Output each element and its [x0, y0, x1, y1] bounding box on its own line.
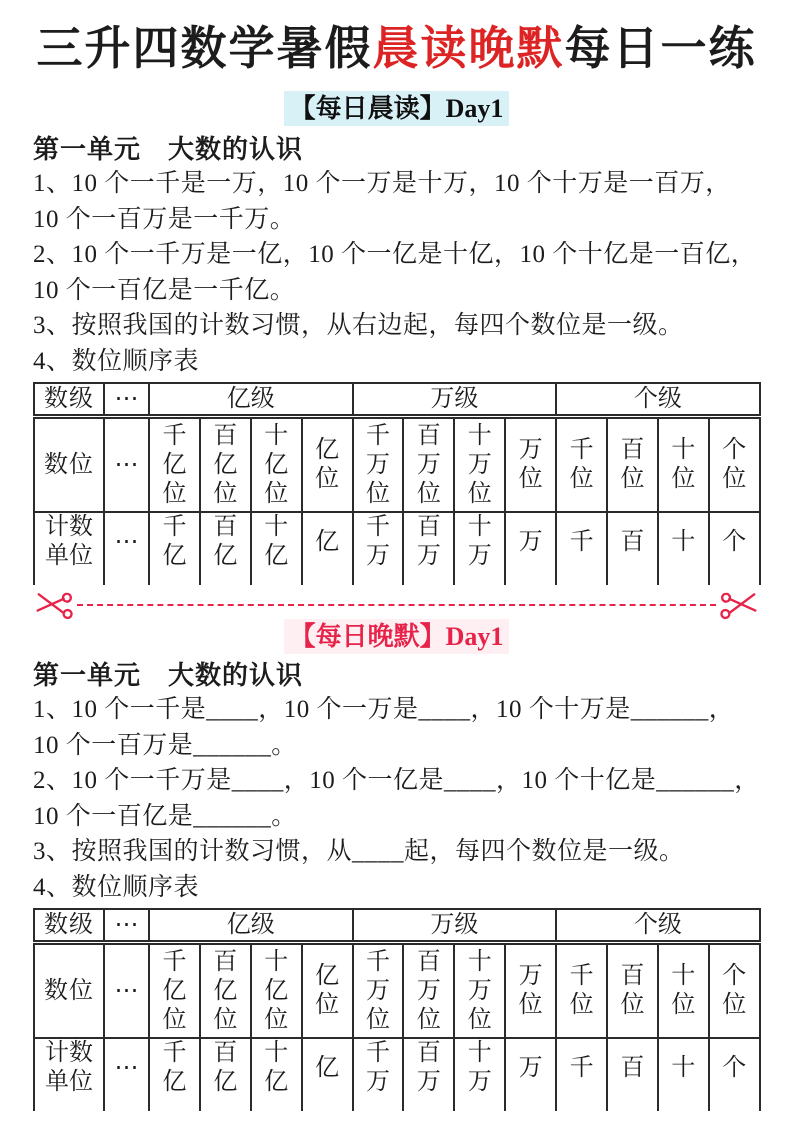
counting-unit-cell: 十 万 — [454, 512, 505, 585]
digit-place-cell: 千 位 — [556, 417, 607, 513]
evening-body — [33, 692, 760, 905]
morning-subtitle — [284, 91, 510, 126]
place-value-table — [33, 908, 761, 1111]
digit-place-cell: 千 亿 位 — [149, 417, 200, 513]
evening-subtitle-row — [33, 619, 760, 654]
digit-place-cell: 十 亿 位 — [251, 943, 302, 1039]
text-line: 3、按照我国的计数习惯，从____起，每四个数位是一级。 — [33, 838, 685, 865]
digit-place-cell: 百 亿 位 — [200, 943, 251, 1039]
counting-unit-cell: 千 万 — [353, 512, 404, 585]
text-line: 2、10 个一千万是____，10 个一亿是____，10 个十亿是______， — [33, 767, 760, 794]
evening-subtitle-day: Day1 — [445, 622, 504, 651]
evening-subtitle-bracket: 【每日晚默】 — [289, 622, 446, 651]
morning-section-heading: 第一单元 大数的认识 — [33, 135, 304, 164]
digit-place-cell: 十 万 位 — [454, 943, 505, 1039]
counting-unit-cell: 百 亿 — [200, 1038, 251, 1111]
digit-place-cell: 千 万 位 — [353, 417, 404, 513]
cut-divider — [33, 591, 760, 619]
place-value-table — [33, 382, 761, 585]
text-line: 3、按照我国的计数习惯，从右边起，每四个数位是一级。 — [33, 312, 684, 339]
place-value-table-morning — [33, 382, 760, 585]
digit-place-cell: 百 位 — [607, 417, 658, 513]
ellipsis-cell: ⋯ — [104, 909, 149, 943]
level-group-header: 亿级 — [149, 909, 353, 943]
cut-dash-line — [77, 604, 716, 606]
ellipsis-cell: ⋯ — [104, 417, 149, 513]
row-label-level: 数级 — [34, 909, 104, 943]
text-line: 10 个一百亿是______。 — [33, 802, 297, 830]
level-group-header: 个级 — [556, 909, 760, 943]
text-line: 1、10 个一千是一万，10 个一万是十万，10 个十万是一百万， — [33, 170, 731, 197]
digit-place-cell: 百 位 — [607, 943, 658, 1039]
ellipsis-cell: ⋯ — [104, 512, 149, 585]
text-line: 10 个一百万是一千万。 — [33, 205, 296, 233]
counting-unit-cell: 亿 — [302, 512, 353, 585]
ellipsis-cell: ⋯ — [104, 1038, 149, 1111]
counting-unit-cell: 千 亿 — [149, 1038, 200, 1111]
text-line: 10 个一百万是______。 — [33, 731, 297, 759]
scissors-right-icon — [715, 590, 759, 620]
counting-unit-cell: 个 — [709, 512, 760, 585]
row-label-digit-place: 数位 — [34, 417, 104, 513]
text-line: 10 个一百亿是一千亿。 — [33, 276, 296, 304]
counting-unit-cell: 十 亿 — [251, 1038, 302, 1111]
text-line: 1、10 个一千是____，10 个一万是____，10 个十万是______， — [33, 696, 735, 723]
digit-place-cell: 十 位 — [658, 943, 709, 1039]
counting-unit-cell: 十 亿 — [251, 512, 302, 585]
level-group-header: 个级 — [556, 383, 760, 417]
digit-place-cell: 千 位 — [556, 943, 607, 1039]
counting-unit-cell: 百 亿 — [200, 512, 251, 585]
digit-place-cell: 百 万 位 — [403, 943, 454, 1039]
level-group-header: 万级 — [353, 909, 557, 943]
counting-unit-cell: 百 万 — [403, 1038, 454, 1111]
counting-unit-cell: 十 — [658, 512, 709, 585]
counting-unit-cell: 百 — [607, 512, 658, 585]
digit-place-cell: 千 亿 位 — [149, 943, 200, 1039]
counting-unit-cell: 百 万 — [403, 512, 454, 585]
digit-place-cell: 百 亿 位 — [200, 417, 251, 513]
ellipsis-cell: ⋯ — [104, 383, 149, 417]
text-line: 4、数位顺序表 — [33, 873, 200, 901]
counting-unit-cell: 个 — [709, 1038, 760, 1111]
evening-section-heading: 第一单元 大数的认识 — [33, 661, 304, 690]
counting-unit-cell: 千 — [556, 1038, 607, 1111]
evening-subtitle — [284, 619, 510, 654]
counting-unit-cell: 十 万 — [454, 1038, 505, 1111]
counting-unit-cell: 千 万 — [353, 1038, 404, 1111]
title-part-1: 三升四数学暑假 — [36, 23, 373, 74]
text-line: 4、数位顺序表 — [33, 347, 200, 375]
page-title — [33, 0, 760, 78]
row-label-counting-unit: 计数 单位 — [34, 512, 104, 585]
digit-place-cell: 百 万 位 — [403, 417, 454, 513]
counting-unit-cell: 亿 — [302, 1038, 353, 1111]
row-label-level: 数级 — [34, 383, 104, 417]
title-part-red: 晨读晚默 — [372, 23, 565, 74]
ellipsis-cell: ⋯ — [104, 943, 149, 1039]
digit-place-cell: 十 位 — [658, 417, 709, 513]
morning-subtitle-row — [33, 91, 760, 126]
title-part-3: 每日一练 — [564, 23, 757, 74]
row-label-counting-unit: 计数 单位 — [34, 1038, 104, 1111]
text-line: 2、10 个一千万是一亿，10 个一亿是十亿，10 个十亿是一百亿， — [33, 241, 757, 268]
level-group-header: 万级 — [353, 383, 557, 417]
counting-unit-cell: 百 — [607, 1038, 658, 1111]
digit-place-cell: 个 位 — [709, 417, 760, 513]
scissors-left-icon — [34, 590, 78, 620]
digit-place-cell: 万 位 — [505, 417, 556, 513]
morning-subtitle-bracket: 【每日晨读】 — [289, 94, 446, 123]
digit-place-cell: 十 亿 位 — [251, 417, 302, 513]
level-group-header: 亿级 — [149, 383, 353, 417]
counting-unit-cell: 千 亿 — [149, 512, 200, 585]
digit-place-cell: 亿 位 — [302, 943, 353, 1039]
counting-unit-cell: 千 — [556, 512, 607, 585]
morning-body — [33, 166, 760, 379]
digit-place-cell: 亿 位 — [302, 417, 353, 513]
digit-place-cell: 十 万 位 — [454, 417, 505, 513]
digit-place-cell: 千 万 位 — [353, 943, 404, 1039]
digit-place-cell: 个 位 — [709, 943, 760, 1039]
morning-subtitle-day: Day1 — [445, 94, 504, 123]
row-label-digit-place: 数位 — [34, 943, 104, 1039]
place-value-table-evening — [33, 908, 760, 1111]
counting-unit-cell: 万 — [505, 512, 556, 585]
counting-unit-cell: 万 — [505, 1038, 556, 1111]
digit-place-cell: 万 位 — [505, 943, 556, 1039]
counting-unit-cell: 十 — [658, 1038, 709, 1111]
